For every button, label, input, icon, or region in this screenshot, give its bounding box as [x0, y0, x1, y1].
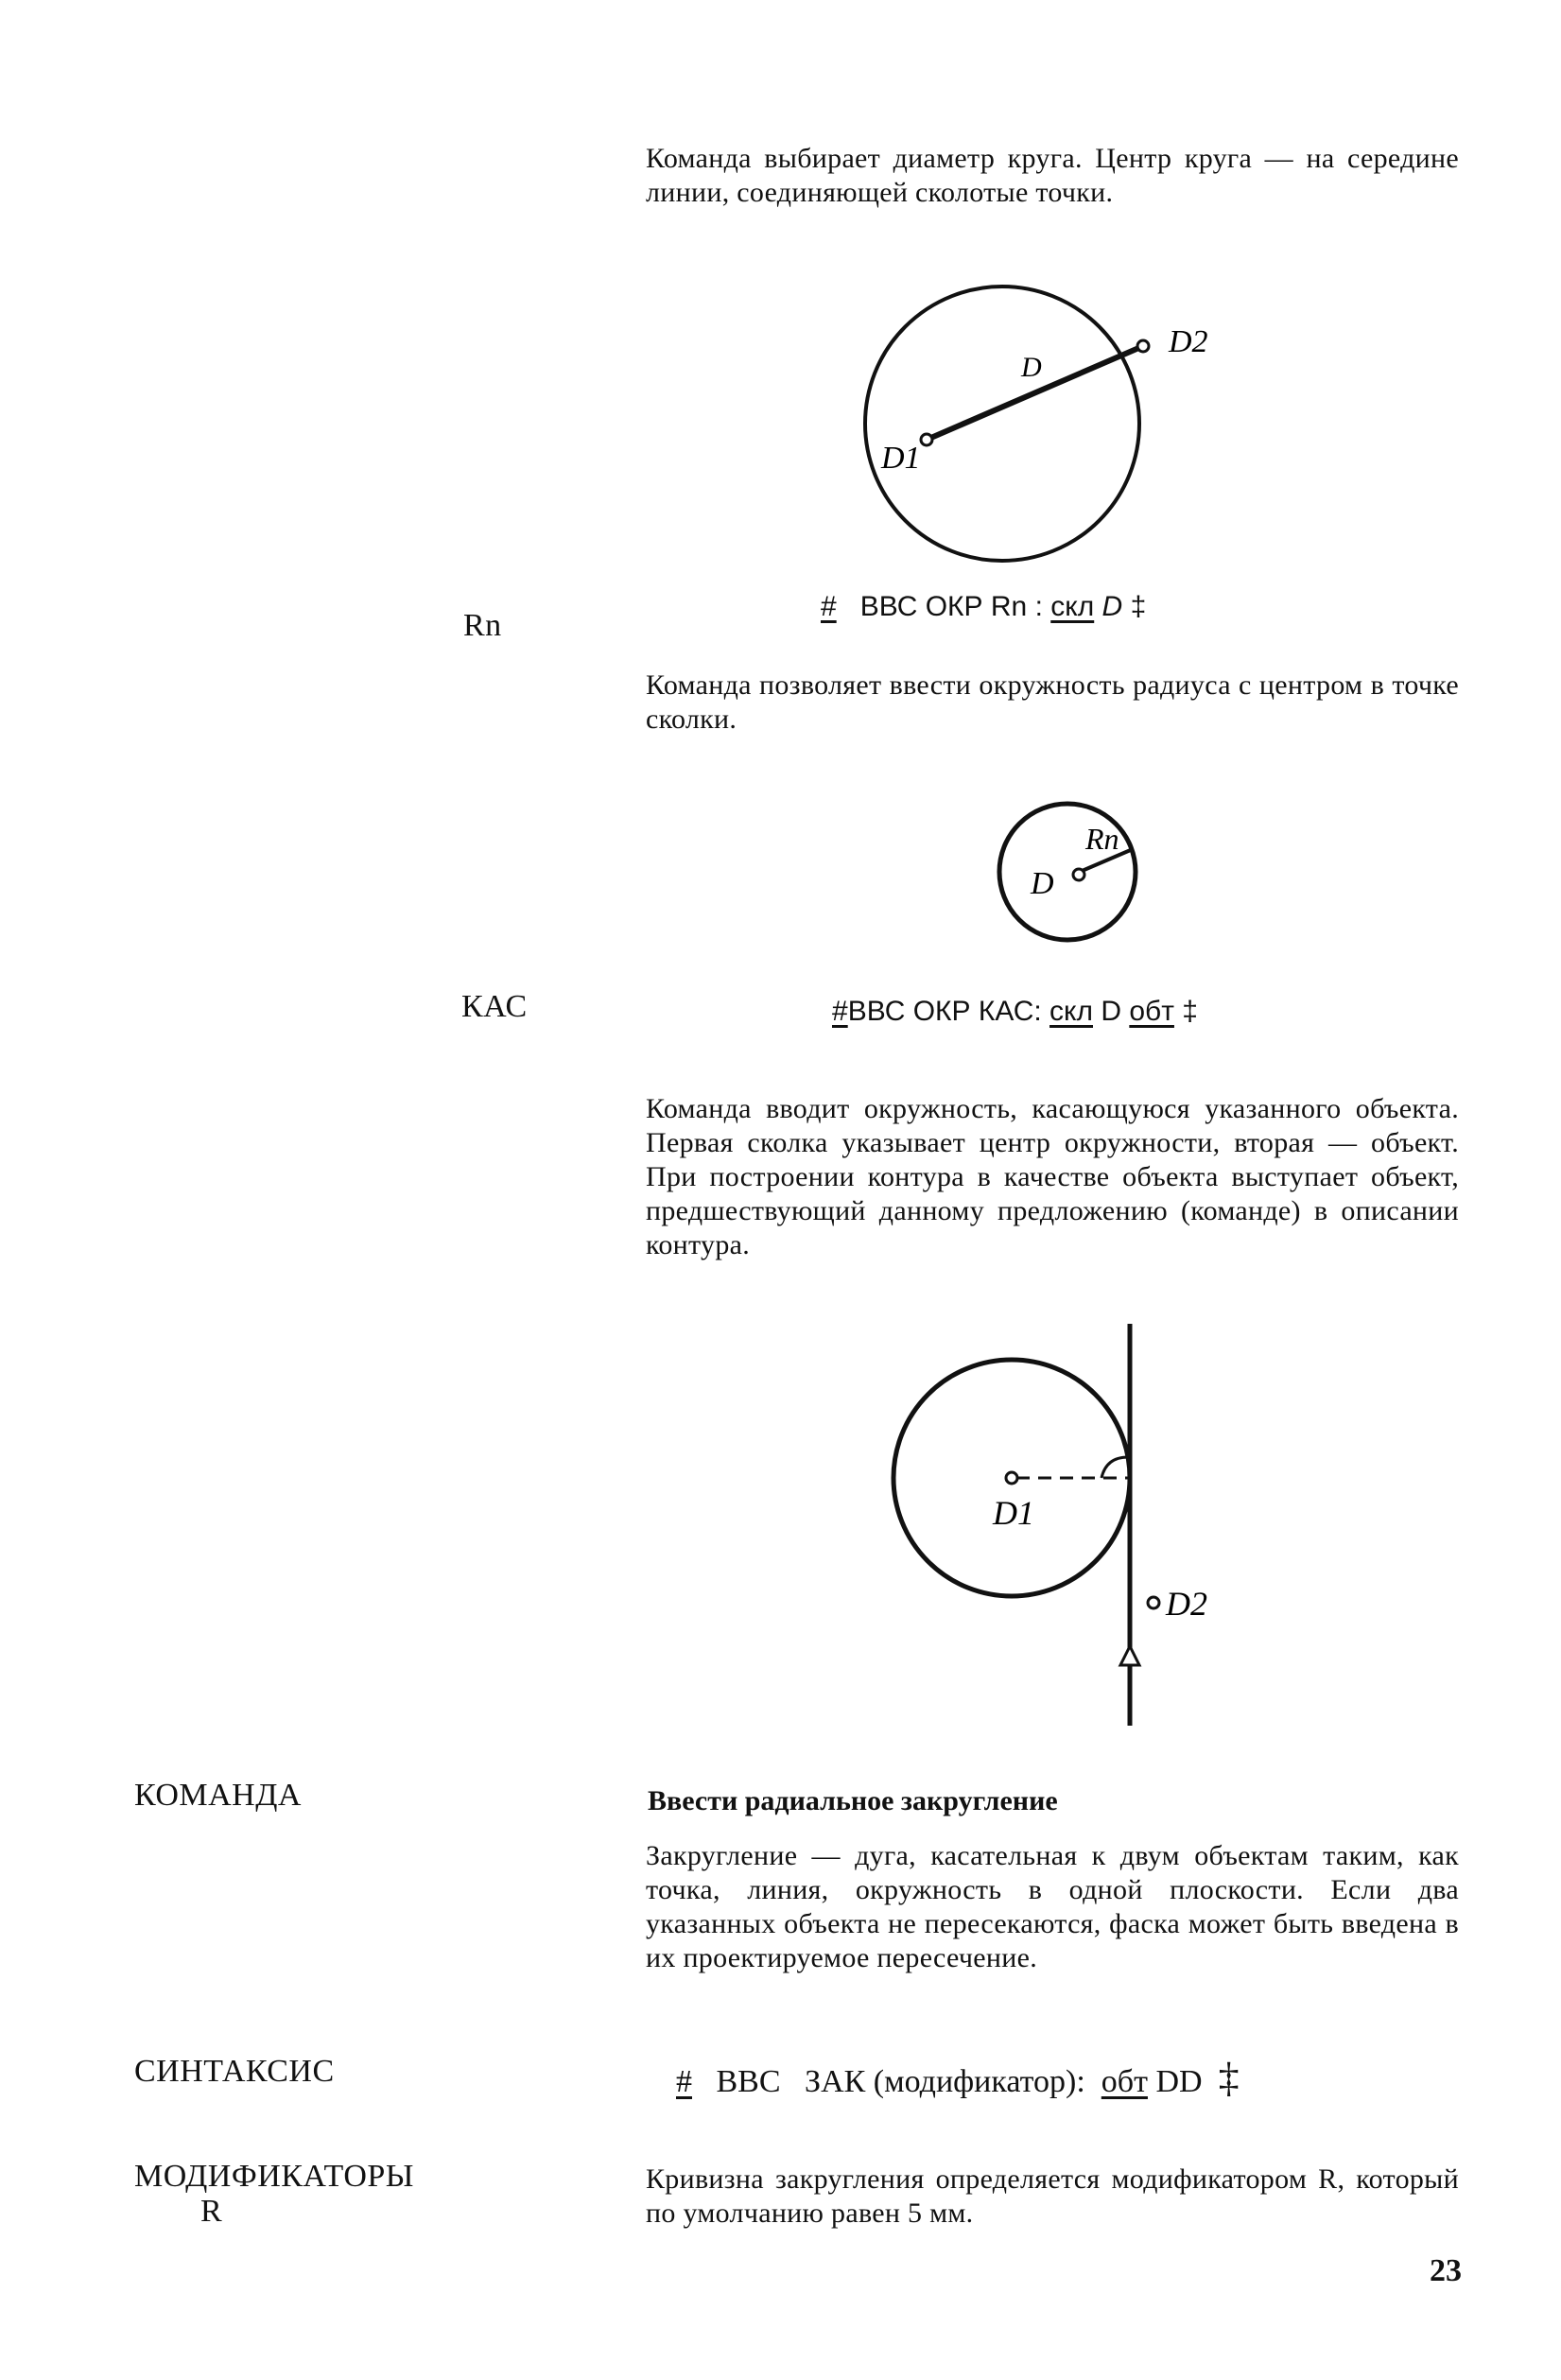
diameter-circle [865, 287, 1139, 561]
kas-command [832, 996, 1198, 1028]
diameter-description: Команда выбирает диаметр круга. Центр круга — на середине линии, соединяющей сколотые точки. [646, 143, 1459, 208]
point-d1-marker [921, 434, 932, 445]
point-d2-marker-tangent [1148, 1597, 1159, 1608]
center-d-label: D [1031, 866, 1054, 901]
rn-label: Rn [463, 608, 502, 643]
radius-circle-figure [999, 804, 1136, 940]
right-angle-arc [1101, 1457, 1128, 1478]
modifier-r-label: R [200, 2194, 223, 2229]
fillet-syntax [676, 2054, 1240, 2102]
kas-command-body: ВВС ОКР КАС: [847, 996, 1050, 1027]
modifier-description: Кривизна закругления определяется модификатором R, который по умолчанию равен 5 мм. [646, 2163, 1459, 2229]
point-d2-marker [1137, 340, 1149, 352]
fillet-syntax-body: ВВС ЗАК (модификатор): [716, 2064, 1101, 2099]
page-number: 23 [1430, 2253, 1462, 2288]
fillet-syntax-obt: обт [1101, 2064, 1148, 2099]
kas-command-arg: D [1093, 996, 1130, 1027]
fillet-heading: Ввести радиальное закругление [648, 1785, 1058, 1816]
center-d1-marker [1006, 1472, 1017, 1484]
kas-label: КАС [461, 989, 528, 1024]
point-d2-label: D2 [1169, 324, 1208, 359]
hash-symbol: # [832, 996, 848, 1027]
kas-command-end: ‡ [1182, 996, 1198, 1027]
diameter-circle-figure [865, 287, 1208, 561]
kas-command-skl: скл [1049, 996, 1093, 1027]
syntax-label: СИНТАКСИС [134, 2054, 335, 2089]
modifiers-label: МОДИФИКАТОРЫ [134, 2159, 414, 2194]
point-d1-label: D1 [881, 441, 921, 476]
tangent-circle-figure [893, 1324, 1207, 1726]
hash-symbol: # [676, 2064, 692, 2099]
direction-triangle-marker [1120, 1646, 1139, 1665]
center-d-marker [1073, 869, 1084, 880]
radius-rn-label: Rn [1085, 822, 1119, 856]
rn-command [821, 591, 1146, 623]
rn-description: Команда позволяет ввести окружность радиуса с центром в точке сколки. [646, 669, 1459, 735]
center-d1-label: D1 [993, 1494, 1034, 1532]
rn-command-body: ВВС ОКР Rn : [859, 591, 1051, 622]
rn-command-skl: скл [1050, 591, 1095, 622]
kas-command-obt: обт [1129, 996, 1174, 1027]
kas-description: Команда вводит окружность, касающуюся указанного объекта. Первая сколка указывает центр окружности, вторая — объект. При построении контура в качестве объекта выступает объект, предшествующий данному предложению (команде) в описании контура. [646, 1093, 1459, 1260]
rn-command-arg: D [1094, 591, 1123, 622]
diameter-label: D [1021, 352, 1042, 383]
fillet-description: Закругление — дуга, касательная к двум объектам таким, как точка, линия, окружность в одной плоскости. Если два указанных объекта не пересекаются, фаска может быть введена в их проектируемое пересечение. [646, 1840, 1459, 1973]
hash-symbol: # [821, 591, 837, 622]
fillet-syntax-arg: DD [1147, 2064, 1211, 2099]
rn-command-end: ‡ [1130, 591, 1147, 622]
fillet-syntax-end: ‡ [1218, 2055, 1240, 2101]
command-label: КОМАНДА [134, 1778, 302, 1813]
point-d2-label-tangent: D2 [1166, 1585, 1207, 1623]
